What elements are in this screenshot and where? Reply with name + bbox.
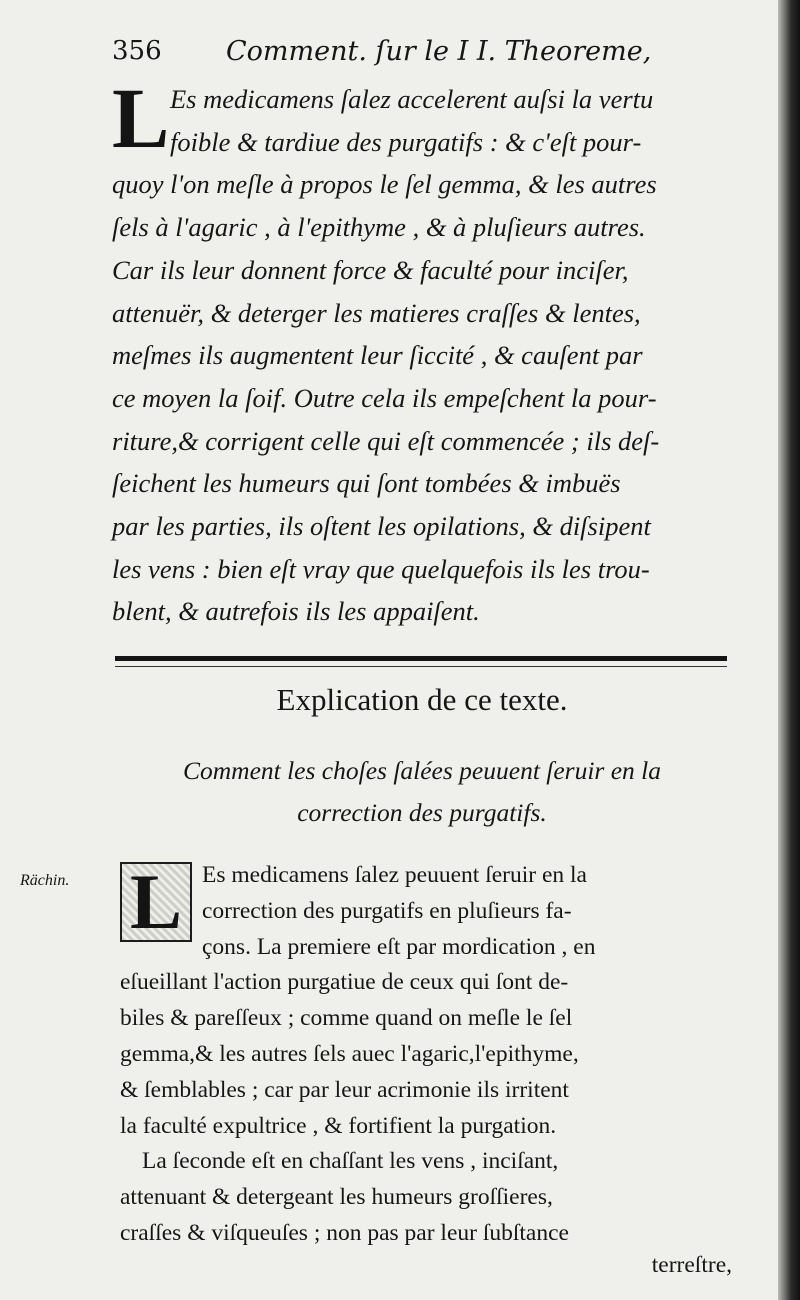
theorem-line: Car ils leur donnent force & faculté pour inciſer, — [112, 254, 629, 285]
running-head — [112, 36, 732, 76]
commentary-line: attenuant & detergeant les humeurs groſſieres, — [120, 1184, 553, 1211]
theorem-line: ce moyen la ſoif. Outre cela ils empeſchent la pour- — [112, 382, 657, 413]
subtitle-line: Comment les choſes ſalées peuuent ſeruir en la — [182, 756, 662, 785]
theorem-line: meſmes ils augmentent leur ſiccité , & cauſent par — [112, 340, 643, 371]
theorem-line: quoy l'on meſle à propos le ſel gemma, & les autres — [112, 169, 657, 200]
book-spine-shadow — [778, 0, 800, 1300]
margin-note: Rächin. — [20, 872, 70, 889]
commentary-line: biles & pareſſeux ; comme quand on meſle le ſel — [120, 1005, 573, 1032]
theorem-line: Es medicamens ſalez accelerent auſsi la vertu — [170, 84, 654, 114]
theorem-line: ſels à l'agaric , à l'epithyme , & à pluſieurs autres. — [112, 212, 646, 243]
drop-cap-initial: L — [112, 70, 170, 166]
commentary-line: craſſes & viſqueuſes ; non pas par leur ſubſtance — [120, 1219, 569, 1246]
theorem-line: blent, & autrefois ils les appaiſent. — [112, 596, 480, 627]
commentary-line: Es medicamens ſalez peuuent ſeruir en la — [202, 862, 587, 888]
page-number: 356 — [112, 36, 162, 66]
theorem-line: foible & tardiue des purgatifs : & c'eſt pour- — [170, 126, 642, 157]
commentary-line: çons. La premiere eſt par mordication , en — [202, 933, 596, 960]
section-divider-thick — [115, 656, 727, 661]
catchword: terreſtre, — [651, 1252, 732, 1278]
theorem-opening — [112, 70, 732, 166]
theorem-line: ſeichent les humeurs qui ſont tombées & imbuës — [112, 468, 621, 499]
commentary-line: & ſemblables ; car par leur acrimonie ils irritent — [120, 1076, 569, 1103]
commentary-line: eſueillant l'action purgatiue de ceux qui ſont de- — [120, 969, 569, 996]
theorem-line: riture,& corrigent celle qui eſt commencée ; ils deſ- — [112, 425, 660, 456]
commentary-line: la faculté expultrice , & fortifient la purgation. — [120, 1112, 557, 1139]
subtitle-line: correction des purgatifs. — [297, 798, 547, 827]
commentary-line: La ſeconde eſt en chaſſant les vens , inciſant, — [142, 1148, 559, 1175]
commentary-line: correction des purgatifs en pluſieurs fa- — [202, 897, 572, 924]
ornamental-initial — [120, 858, 192, 945]
theorem-line: les vens : bien eſt vray que quelquefois ils les trou- — [112, 553, 650, 584]
theorem-line: par les parties, ils oſtent les opilations, & diſsipent — [112, 511, 651, 542]
section-subtitle — [112, 750, 732, 834]
section-title: Explication de ce texte. — [276, 682, 568, 717]
theorem-line: attenuër, & deterger les matieres craſſes & lentes, — [112, 297, 641, 328]
ornamental-initial-letter: L — [129, 858, 183, 945]
theorem-text — [112, 70, 732, 633]
running-title: Comment. ſur le I I. Theoreme, — [226, 36, 652, 67]
commentary-line: gemma,& les autres ſels auec l'agaric,l'epithyme, — [120, 1040, 579, 1067]
commentary-text — [120, 858, 736, 1252]
section-divider-thin — [115, 666, 727, 667]
